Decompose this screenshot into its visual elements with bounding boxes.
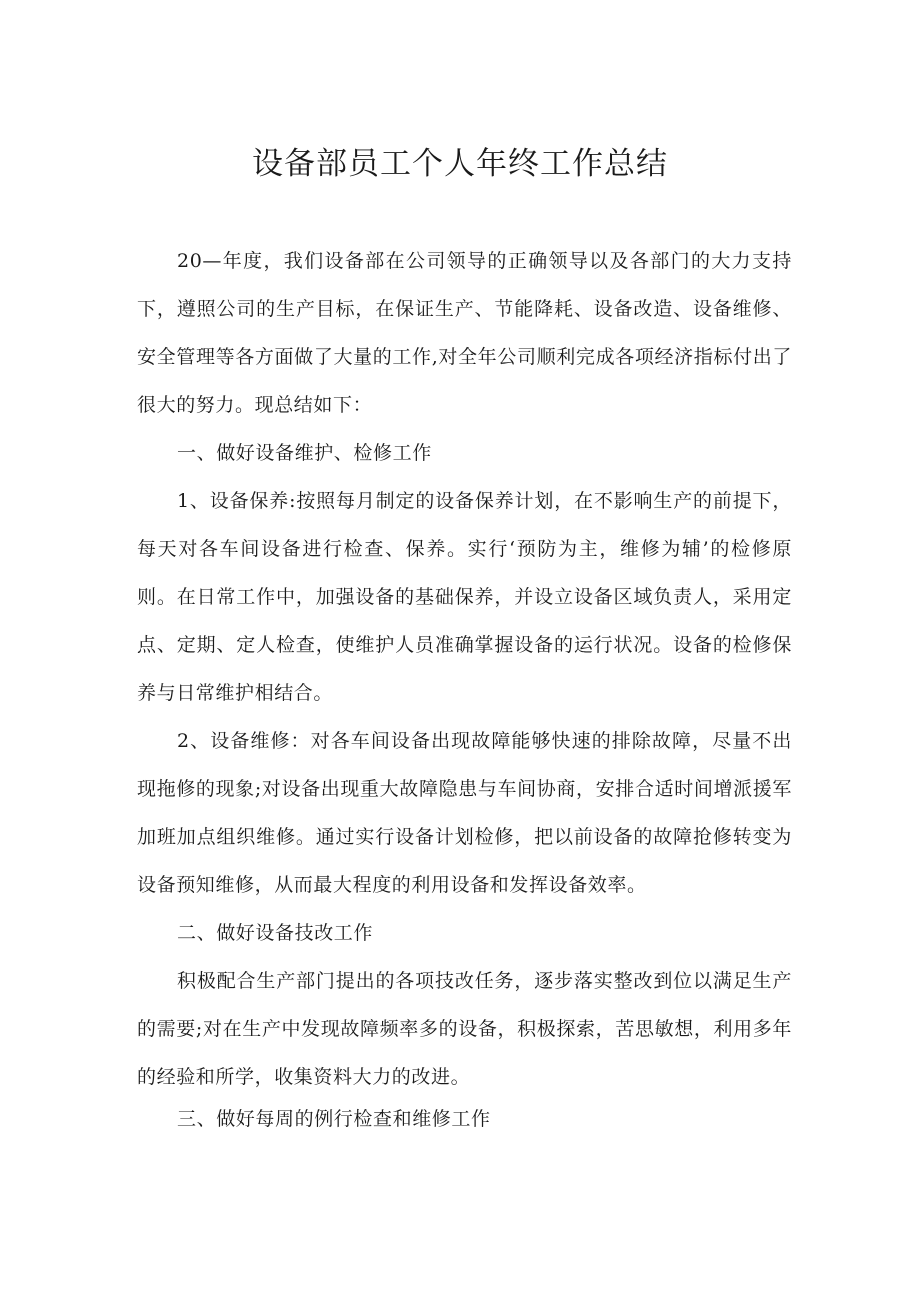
paragraph-equipment-repair: 2、设备维修：对各车间设备出现故障能够快速的排除故障，尽量不出现拖修的现象;对设备出现重大故障隐患与车间协商，安排合适时间增派援军加班加点组织维修。通过实行设备计划检修，把以前设备的故障抢修转变为设备预知维修，从而最大程度的利用设备和发挥设备效率。 bbox=[137, 730, 792, 896]
paragraph-intro: 20—年度，我们设备部在公司领导的正确领导以及各部门的大力支持下，遵照公司的生产目标，在保证生产、节能降耗、设备改造、设备维修、安全管理等各方面做了大量的工作,对全年公司顺利完成各项经济指标付出了很大的努力。现总结如下： bbox=[137, 250, 792, 416]
paragraph-technical-upgrade: 积极配合生产部门提出的各项技改任务，逐步落实整改到位以满足生产的需要;对在生产中发现故障频率多的设备，积极探索，苦思敏想，利用多年的经验和所学，收集资料大力的改进。 bbox=[137, 970, 792, 1088]
paragraph-equipment-upkeep: 1、设备保养:按照每月制定的设备保养计划，在不影响生产的前提下，每天对各车间设备进行检查、保养。实行‘预防为主，维修为辅’的检修原则。在日常工作中，加强设备的基础保养，并设立设备区域负责人，采用定点、定期、定人检查，使维护人员准确掌握设备的运行状况。设备的检修保养与日常维护相结合。 bbox=[137, 490, 792, 704]
document-title: 设备部员工个人年终工作总结 bbox=[252, 146, 668, 182]
section-heading-technical-upgrade: 二、做好设备技改工作 bbox=[177, 922, 374, 944]
section-heading-maintenance: 一、做好设备维护、检修工作 bbox=[177, 442, 432, 464]
section-heading-weekly-inspection: 三、做好每周的例行检查和维修工作 bbox=[177, 1108, 491, 1130]
document-body bbox=[137, 237, 792, 1143]
